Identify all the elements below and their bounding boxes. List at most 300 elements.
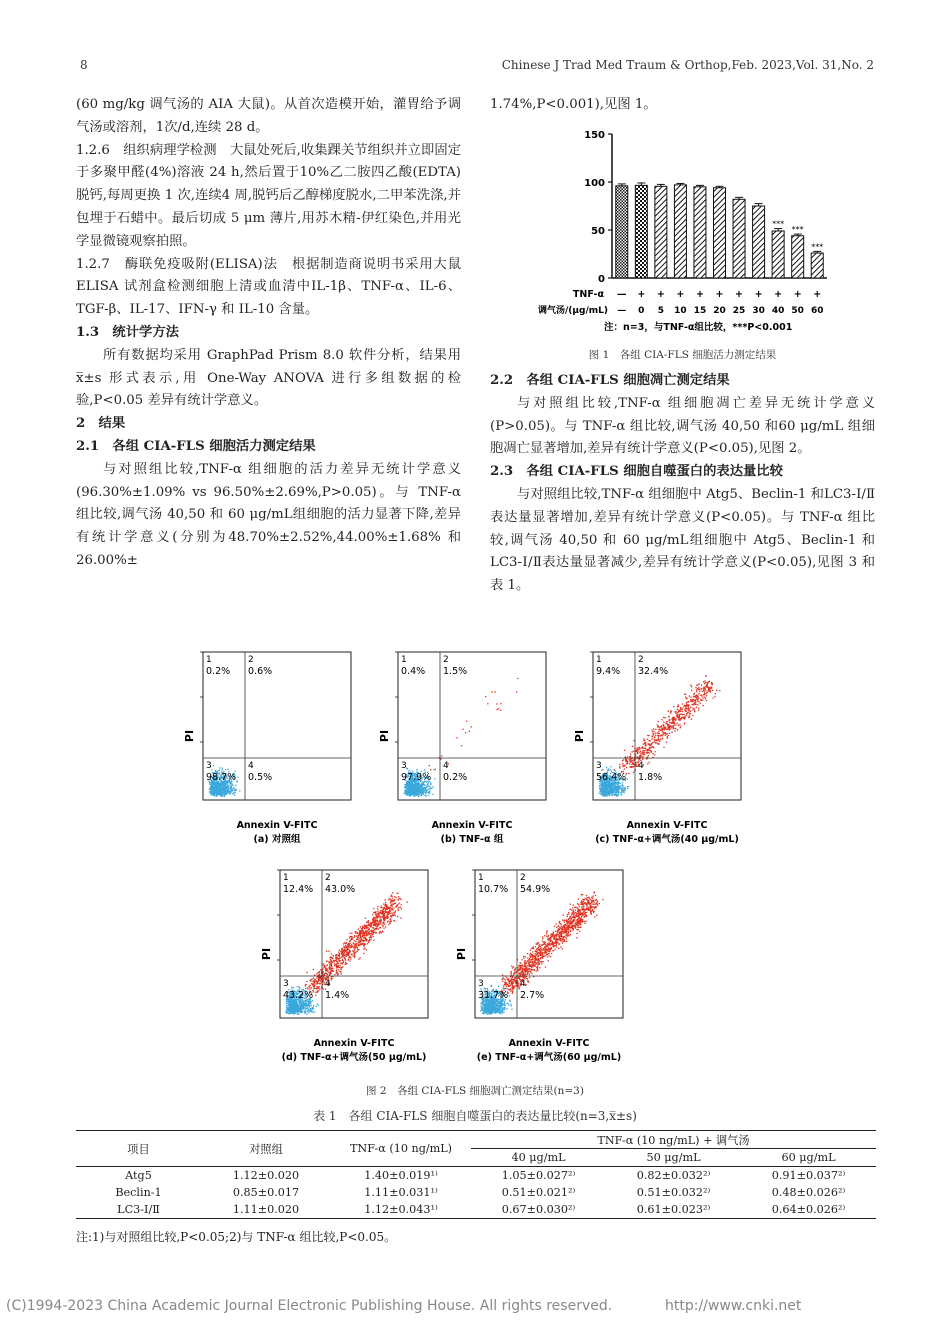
event-dot xyxy=(682,711,683,712)
event-dot xyxy=(613,784,614,785)
event-dot xyxy=(600,788,601,789)
event-dot xyxy=(338,963,339,964)
event-dot xyxy=(704,692,705,693)
event-dot xyxy=(605,788,606,789)
event-dot xyxy=(384,913,385,914)
event-dot xyxy=(497,1003,498,1004)
event-dot xyxy=(216,796,217,797)
event-dot xyxy=(393,920,394,921)
event-dot xyxy=(602,769,603,770)
event-dot xyxy=(654,737,655,738)
event-dot xyxy=(677,723,678,724)
event-dot xyxy=(359,957,360,958)
event-dot xyxy=(290,1006,291,1007)
event-dot xyxy=(330,969,331,970)
event-dot xyxy=(701,700,702,701)
event-dot xyxy=(414,791,415,792)
panel-caption: (c) TNF-α+调气汤(40 μg/mL) xyxy=(595,834,739,845)
event-dot xyxy=(388,912,389,913)
event-dot xyxy=(677,729,678,730)
event-dot xyxy=(355,931,356,932)
x-tick-label: 25 xyxy=(732,306,746,316)
event-dot xyxy=(369,925,370,926)
event-dot xyxy=(610,791,611,792)
event-dot xyxy=(624,768,625,769)
tnf-row-mark: + xyxy=(774,289,783,300)
journal-header: Chinese J Trad Med Traum & Orthop,Feb. 2023,Vol. 31,No. 2 xyxy=(501,58,874,72)
event-dot xyxy=(300,1010,301,1011)
event-dot xyxy=(622,784,623,785)
event-dot xyxy=(607,786,608,787)
event-dot xyxy=(397,893,398,894)
event-dot xyxy=(387,921,388,922)
event-dot xyxy=(390,896,391,897)
bar xyxy=(655,186,667,278)
event-dot xyxy=(363,927,364,928)
event-dot xyxy=(401,904,402,905)
event-dot xyxy=(319,972,320,973)
event-dot xyxy=(679,715,680,716)
event-dot xyxy=(294,1013,295,1014)
event-dot xyxy=(392,898,393,899)
event-dot xyxy=(343,949,344,950)
event-dot xyxy=(365,938,366,939)
event-dot xyxy=(344,942,345,943)
event-dot xyxy=(679,717,680,718)
event-dot xyxy=(398,910,399,911)
event-dot xyxy=(419,795,420,796)
event-dot xyxy=(360,936,361,937)
event-dot xyxy=(616,794,617,795)
event-dot xyxy=(384,908,385,909)
event-dot xyxy=(379,927,380,928)
event-dot xyxy=(414,795,415,796)
event-dot xyxy=(645,744,646,745)
significance-mark: *** xyxy=(772,219,785,229)
event-dot xyxy=(652,731,653,732)
event-dot xyxy=(491,691,492,692)
event-dot xyxy=(599,783,600,784)
event-dot xyxy=(683,714,684,715)
event-dot xyxy=(497,709,498,710)
x-tick-label: 60 xyxy=(810,306,824,316)
event-dot xyxy=(210,794,211,795)
x-tick-label: — xyxy=(617,306,627,316)
event-dot xyxy=(630,761,631,762)
event-dot xyxy=(363,937,364,938)
event-dot xyxy=(400,917,401,918)
event-dot xyxy=(342,966,343,967)
event-dot xyxy=(715,693,716,694)
event-dot xyxy=(370,924,371,925)
event-dot xyxy=(291,986,292,987)
right-column xyxy=(490,370,875,598)
event-dot xyxy=(391,916,392,917)
event-dot xyxy=(316,978,317,979)
event-dot xyxy=(308,1005,309,1006)
quadrant-number: 2 xyxy=(325,873,331,883)
event-dot xyxy=(363,930,364,931)
event-dot xyxy=(441,755,442,756)
event-dot xyxy=(658,740,659,741)
event-dot xyxy=(427,784,428,785)
event-dot xyxy=(382,910,383,911)
event-dot xyxy=(354,940,355,941)
event-dot xyxy=(217,794,218,795)
x-tick-label: 0 xyxy=(638,306,645,316)
event-dot xyxy=(651,746,652,747)
event-dot xyxy=(695,687,696,688)
event-dot xyxy=(333,961,334,962)
event-dot xyxy=(661,729,662,730)
quadrant-percent: 1.8% xyxy=(638,772,663,783)
event-dot xyxy=(345,943,346,944)
event-dot xyxy=(345,959,346,960)
event-dot xyxy=(695,700,696,701)
event-dot xyxy=(643,750,644,751)
event-dot xyxy=(629,760,630,761)
event-dot xyxy=(500,710,501,711)
event-dot xyxy=(684,717,685,718)
event-dot xyxy=(648,752,649,753)
event-dot xyxy=(712,690,713,691)
bar xyxy=(694,187,706,278)
event-dot xyxy=(668,716,669,717)
event-dot xyxy=(209,789,210,790)
event-dot xyxy=(327,964,328,965)
event-dot xyxy=(604,792,605,793)
event-dot xyxy=(221,784,222,785)
event-dot xyxy=(214,794,215,795)
event-dot xyxy=(316,1006,317,1007)
event-dot xyxy=(358,929,359,930)
event-dot xyxy=(407,784,408,785)
event-dot xyxy=(313,986,314,987)
event-dot xyxy=(329,964,330,965)
event-dot xyxy=(400,906,401,907)
event-dot xyxy=(646,749,647,750)
event-dot xyxy=(338,965,339,966)
event-dot xyxy=(377,911,378,912)
event-dot xyxy=(347,955,348,956)
event-dot xyxy=(600,793,601,794)
event-dot xyxy=(350,957,351,958)
event-dot xyxy=(623,792,624,793)
event-dot xyxy=(418,791,419,792)
event-dot xyxy=(677,709,678,710)
event-dot xyxy=(220,787,221,788)
event-dot xyxy=(317,987,318,988)
event-dot xyxy=(305,988,306,989)
event-dot xyxy=(684,694,685,695)
event-dot xyxy=(309,980,310,981)
event-dot xyxy=(420,787,421,788)
event-dot xyxy=(365,944,366,945)
event-dot xyxy=(624,765,625,766)
event-dot xyxy=(409,791,410,792)
event-dot xyxy=(311,983,312,984)
event-dot xyxy=(678,725,679,726)
event-dot xyxy=(210,792,211,793)
event-dot xyxy=(615,790,616,791)
event-dot xyxy=(627,756,628,757)
event-dot xyxy=(372,927,373,928)
event-dot xyxy=(323,973,324,974)
event-dot xyxy=(309,985,310,986)
event-dot xyxy=(417,787,418,788)
event-dot xyxy=(228,791,229,792)
event-dot xyxy=(627,778,628,779)
event-dot xyxy=(367,943,368,944)
event-dot xyxy=(294,1001,295,1002)
event-dot xyxy=(351,945,352,946)
event-dot xyxy=(329,967,330,968)
event-dot xyxy=(288,1002,289,1003)
event-dot xyxy=(342,956,343,957)
event-dot xyxy=(710,690,711,691)
event-dot xyxy=(398,907,399,908)
event-dot xyxy=(628,759,629,760)
event-dot xyxy=(667,736,668,737)
event-dot xyxy=(719,690,720,691)
event-dot xyxy=(356,935,357,936)
event-dot xyxy=(347,948,348,949)
event-dot xyxy=(422,785,423,786)
event-dot xyxy=(671,719,672,720)
event-dot xyxy=(503,1012,504,1013)
event-dot xyxy=(609,786,610,787)
event-dot xyxy=(700,703,701,704)
event-dot xyxy=(643,740,644,741)
event-dot xyxy=(360,943,361,944)
event-dot xyxy=(340,965,341,966)
event-dot xyxy=(421,795,422,796)
event-dot xyxy=(336,971,337,972)
event-dot xyxy=(664,729,665,730)
quadrant-percent: 98.7% xyxy=(206,772,237,783)
event-dot xyxy=(409,789,410,790)
event-dot xyxy=(421,792,422,793)
event-dot xyxy=(393,904,394,905)
event-dot xyxy=(425,796,426,797)
event-dot xyxy=(311,1011,312,1012)
event-dot xyxy=(682,707,683,708)
event-dot xyxy=(311,979,312,980)
event-dot xyxy=(632,746,633,747)
event-dot xyxy=(338,954,339,955)
event-dot xyxy=(399,902,400,903)
event-dot xyxy=(389,898,390,899)
event-dot xyxy=(606,796,607,797)
event-dot xyxy=(603,795,604,796)
event-dot xyxy=(642,751,643,752)
event-dot xyxy=(681,714,682,715)
event-dot xyxy=(623,785,624,786)
event-dot xyxy=(352,937,353,938)
quadrant-percent: 43.2% xyxy=(283,990,314,1001)
event-dot xyxy=(671,725,672,726)
panel-caption: (a) 对照组 xyxy=(253,834,301,845)
event-dot xyxy=(696,695,697,696)
event-dot xyxy=(350,939,351,940)
event-dot xyxy=(612,791,613,792)
event-dot xyxy=(415,788,416,789)
event-dot xyxy=(370,939,371,940)
event-dot xyxy=(291,1005,292,1006)
event-dot xyxy=(604,783,605,784)
event-dot xyxy=(609,793,610,794)
event-dot xyxy=(349,950,350,951)
event-dot xyxy=(349,937,350,938)
event-dot xyxy=(217,784,218,785)
event-dot xyxy=(395,910,396,911)
event-dot xyxy=(408,786,409,787)
event-dot xyxy=(655,735,656,736)
event-dot xyxy=(627,788,628,789)
event-dot xyxy=(385,902,386,903)
event-dot xyxy=(708,690,709,691)
event-dot xyxy=(658,736,659,737)
event-dot xyxy=(630,753,631,754)
event-dot xyxy=(221,790,222,791)
event-dot xyxy=(713,697,714,698)
event-dot xyxy=(371,931,372,932)
x-tick-label: 5 xyxy=(657,306,664,316)
event-dot xyxy=(229,787,230,788)
quadrant-percent: 97.9% xyxy=(401,772,432,783)
event-dot xyxy=(690,699,691,700)
tnf-row-mark: + xyxy=(676,289,685,300)
event-dot xyxy=(405,791,406,792)
event-dot xyxy=(363,935,364,936)
event-dot xyxy=(412,783,413,784)
event-dot xyxy=(223,783,224,784)
event-dot xyxy=(384,907,385,908)
event-dot xyxy=(616,786,617,787)
event-dot xyxy=(338,973,339,974)
event-dot xyxy=(376,926,377,927)
event-dot xyxy=(622,765,623,766)
event-dot xyxy=(372,930,373,931)
event-dot xyxy=(376,920,377,921)
event-dot xyxy=(690,685,691,686)
event-dot xyxy=(235,790,236,791)
event-dot xyxy=(394,896,395,897)
event-dot xyxy=(336,970,337,971)
event-dot xyxy=(614,790,615,791)
event-dot xyxy=(356,939,357,940)
event-dot xyxy=(686,701,687,702)
event-dot xyxy=(348,953,349,954)
event-dot xyxy=(658,743,659,744)
quadrant-number: 4 xyxy=(638,761,644,771)
figure1-caption: 图 1 各组 CIA-FLS 细胞活力测定结果 xyxy=(588,349,777,361)
event-dot xyxy=(357,949,358,950)
event-dot xyxy=(346,946,347,947)
event-dot xyxy=(711,683,712,684)
event-dot xyxy=(297,1014,298,1015)
event-dot xyxy=(287,1009,288,1010)
event-dot xyxy=(360,931,361,932)
event-dot xyxy=(395,903,396,904)
right-column-top xyxy=(490,94,875,117)
event-dot xyxy=(622,760,623,761)
event-dot xyxy=(633,772,634,773)
event-dot xyxy=(623,790,624,791)
event-dot xyxy=(382,912,383,913)
event-dot xyxy=(687,712,688,713)
quadrant-percent: 32.4% xyxy=(638,666,669,677)
event-dot xyxy=(363,943,364,944)
event-dot xyxy=(299,1012,300,1013)
event-dot xyxy=(348,946,349,947)
event-dot xyxy=(417,784,418,785)
event-dot xyxy=(423,788,424,789)
event-dot xyxy=(673,719,674,720)
event-dot xyxy=(225,787,226,788)
event-dot xyxy=(653,731,654,732)
event-dot xyxy=(429,765,430,766)
event-dot xyxy=(365,939,366,940)
event-dot xyxy=(471,726,472,727)
event-dot xyxy=(295,1005,296,1006)
event-dot xyxy=(310,1003,311,1004)
event-dot xyxy=(625,761,626,762)
event-dot xyxy=(298,1004,299,1005)
quadrant-percent: 1.5% xyxy=(443,666,468,677)
event-dot xyxy=(607,794,608,795)
event-dot xyxy=(236,780,237,781)
event-dot xyxy=(629,766,630,767)
event-dot xyxy=(630,759,631,760)
event-dot xyxy=(705,686,706,687)
event-dot xyxy=(663,722,664,723)
flow-plot-d xyxy=(252,866,452,1076)
event-dot xyxy=(603,783,604,784)
event-dot xyxy=(426,787,427,788)
event-dot xyxy=(375,911,376,912)
event-dot xyxy=(339,957,340,958)
event-dot xyxy=(621,794,622,795)
event-dot xyxy=(693,696,694,697)
event-dot xyxy=(642,759,643,760)
event-dot xyxy=(647,763,648,764)
event-dot xyxy=(652,753,653,754)
event-dot xyxy=(354,944,355,945)
event-dot xyxy=(669,726,670,727)
event-dot xyxy=(368,924,369,925)
event-dot xyxy=(211,786,212,787)
event-dot xyxy=(369,939,370,940)
event-dot xyxy=(380,923,381,924)
event-dot xyxy=(331,968,332,969)
event-dot xyxy=(398,898,399,899)
event-dot xyxy=(349,941,350,942)
event-dot xyxy=(390,902,391,903)
event-dot xyxy=(419,785,420,786)
event-dot xyxy=(694,711,695,712)
event-dot xyxy=(233,792,234,793)
event-dot xyxy=(398,896,399,897)
event-dot xyxy=(657,726,658,727)
event-dot xyxy=(668,720,669,721)
event-dot xyxy=(698,698,699,699)
event-dot xyxy=(623,759,624,760)
event-dot xyxy=(213,789,214,790)
tnf-row-mark: + xyxy=(793,289,802,300)
event-dot xyxy=(700,694,701,695)
event-dot xyxy=(380,917,381,918)
